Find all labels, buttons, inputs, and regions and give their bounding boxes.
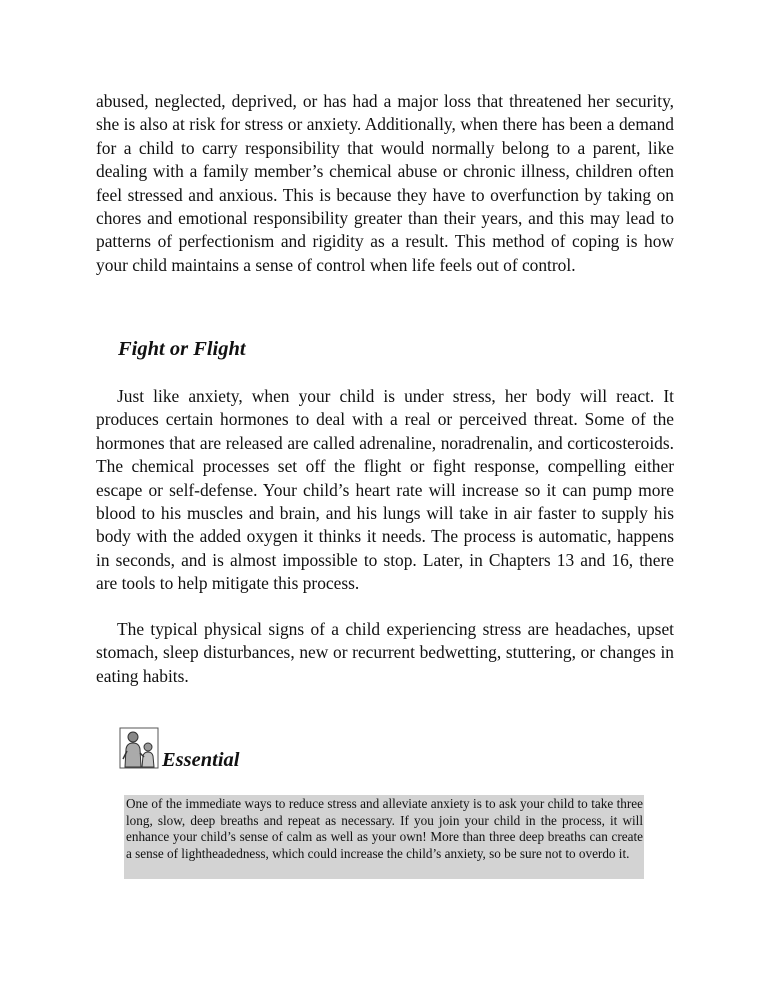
section-heading: Fight or Flight: [118, 338, 246, 360]
essential-callout: One of the immediate ways to reduce stress and alleviate anxiety is to ask your child to take three long, slow, deep breaths and repeat as necessary. If you join your child in the process, it will enhance your child’s sense of calm as well as your own! More than three deep breaths can create a sense of lightheadedness, which could increase the child’s anxiety, so be sure not to overdo it.: [124, 795, 644, 879]
parent-child-icon: [119, 727, 159, 769]
body-paragraph-2: Just like anxiety, when your child is under stress, her body will react. It produces certain hormones to deal with a real or perceived threat. Some of the hormones that are released are called adrenaline, noradrenalin, and corticosteroids. The chemical processes set off the flight or fight response, compelling either escape or self-defense. Your child’s heart rate will increase so it can pump more blood to his muscles and brain, and his lungs will take in air faster to supply his body with the added oxygen it thinks it needs. The process is automatic, happens in seconds, and is almost impossible to stop. Later, in Chapters 13 and 16, there are tools to help mitigate this process.: [96, 386, 674, 594]
essential-title: Essential: [162, 749, 240, 771]
body-paragraph-3: The typical physical signs of a child experiencing stress are headaches, upset stomach, sleep disturbances, new or recurrent bedwetting, stuttering, or changes in eating habits.: [96, 619, 674, 686]
body-paragraph-1: abused, neglected, deprived, or has had a major loss that threatened her security, she is also at risk for stress or anxiety. Additionally, when there has been a demand for a child to carry responsibility that would normally belong to a parent, like dealing with a family member’s chemical abuse or chronic illness, children often feel stressed and anxious. This is because they have to overfunction by taking on chores and emotional responsibility greater than their years, and this may lead to patterns of perfectionism and rigidity as a result. This method of coping is how your child maintains a sense of control when life feels out of control.: [96, 91, 674, 275]
